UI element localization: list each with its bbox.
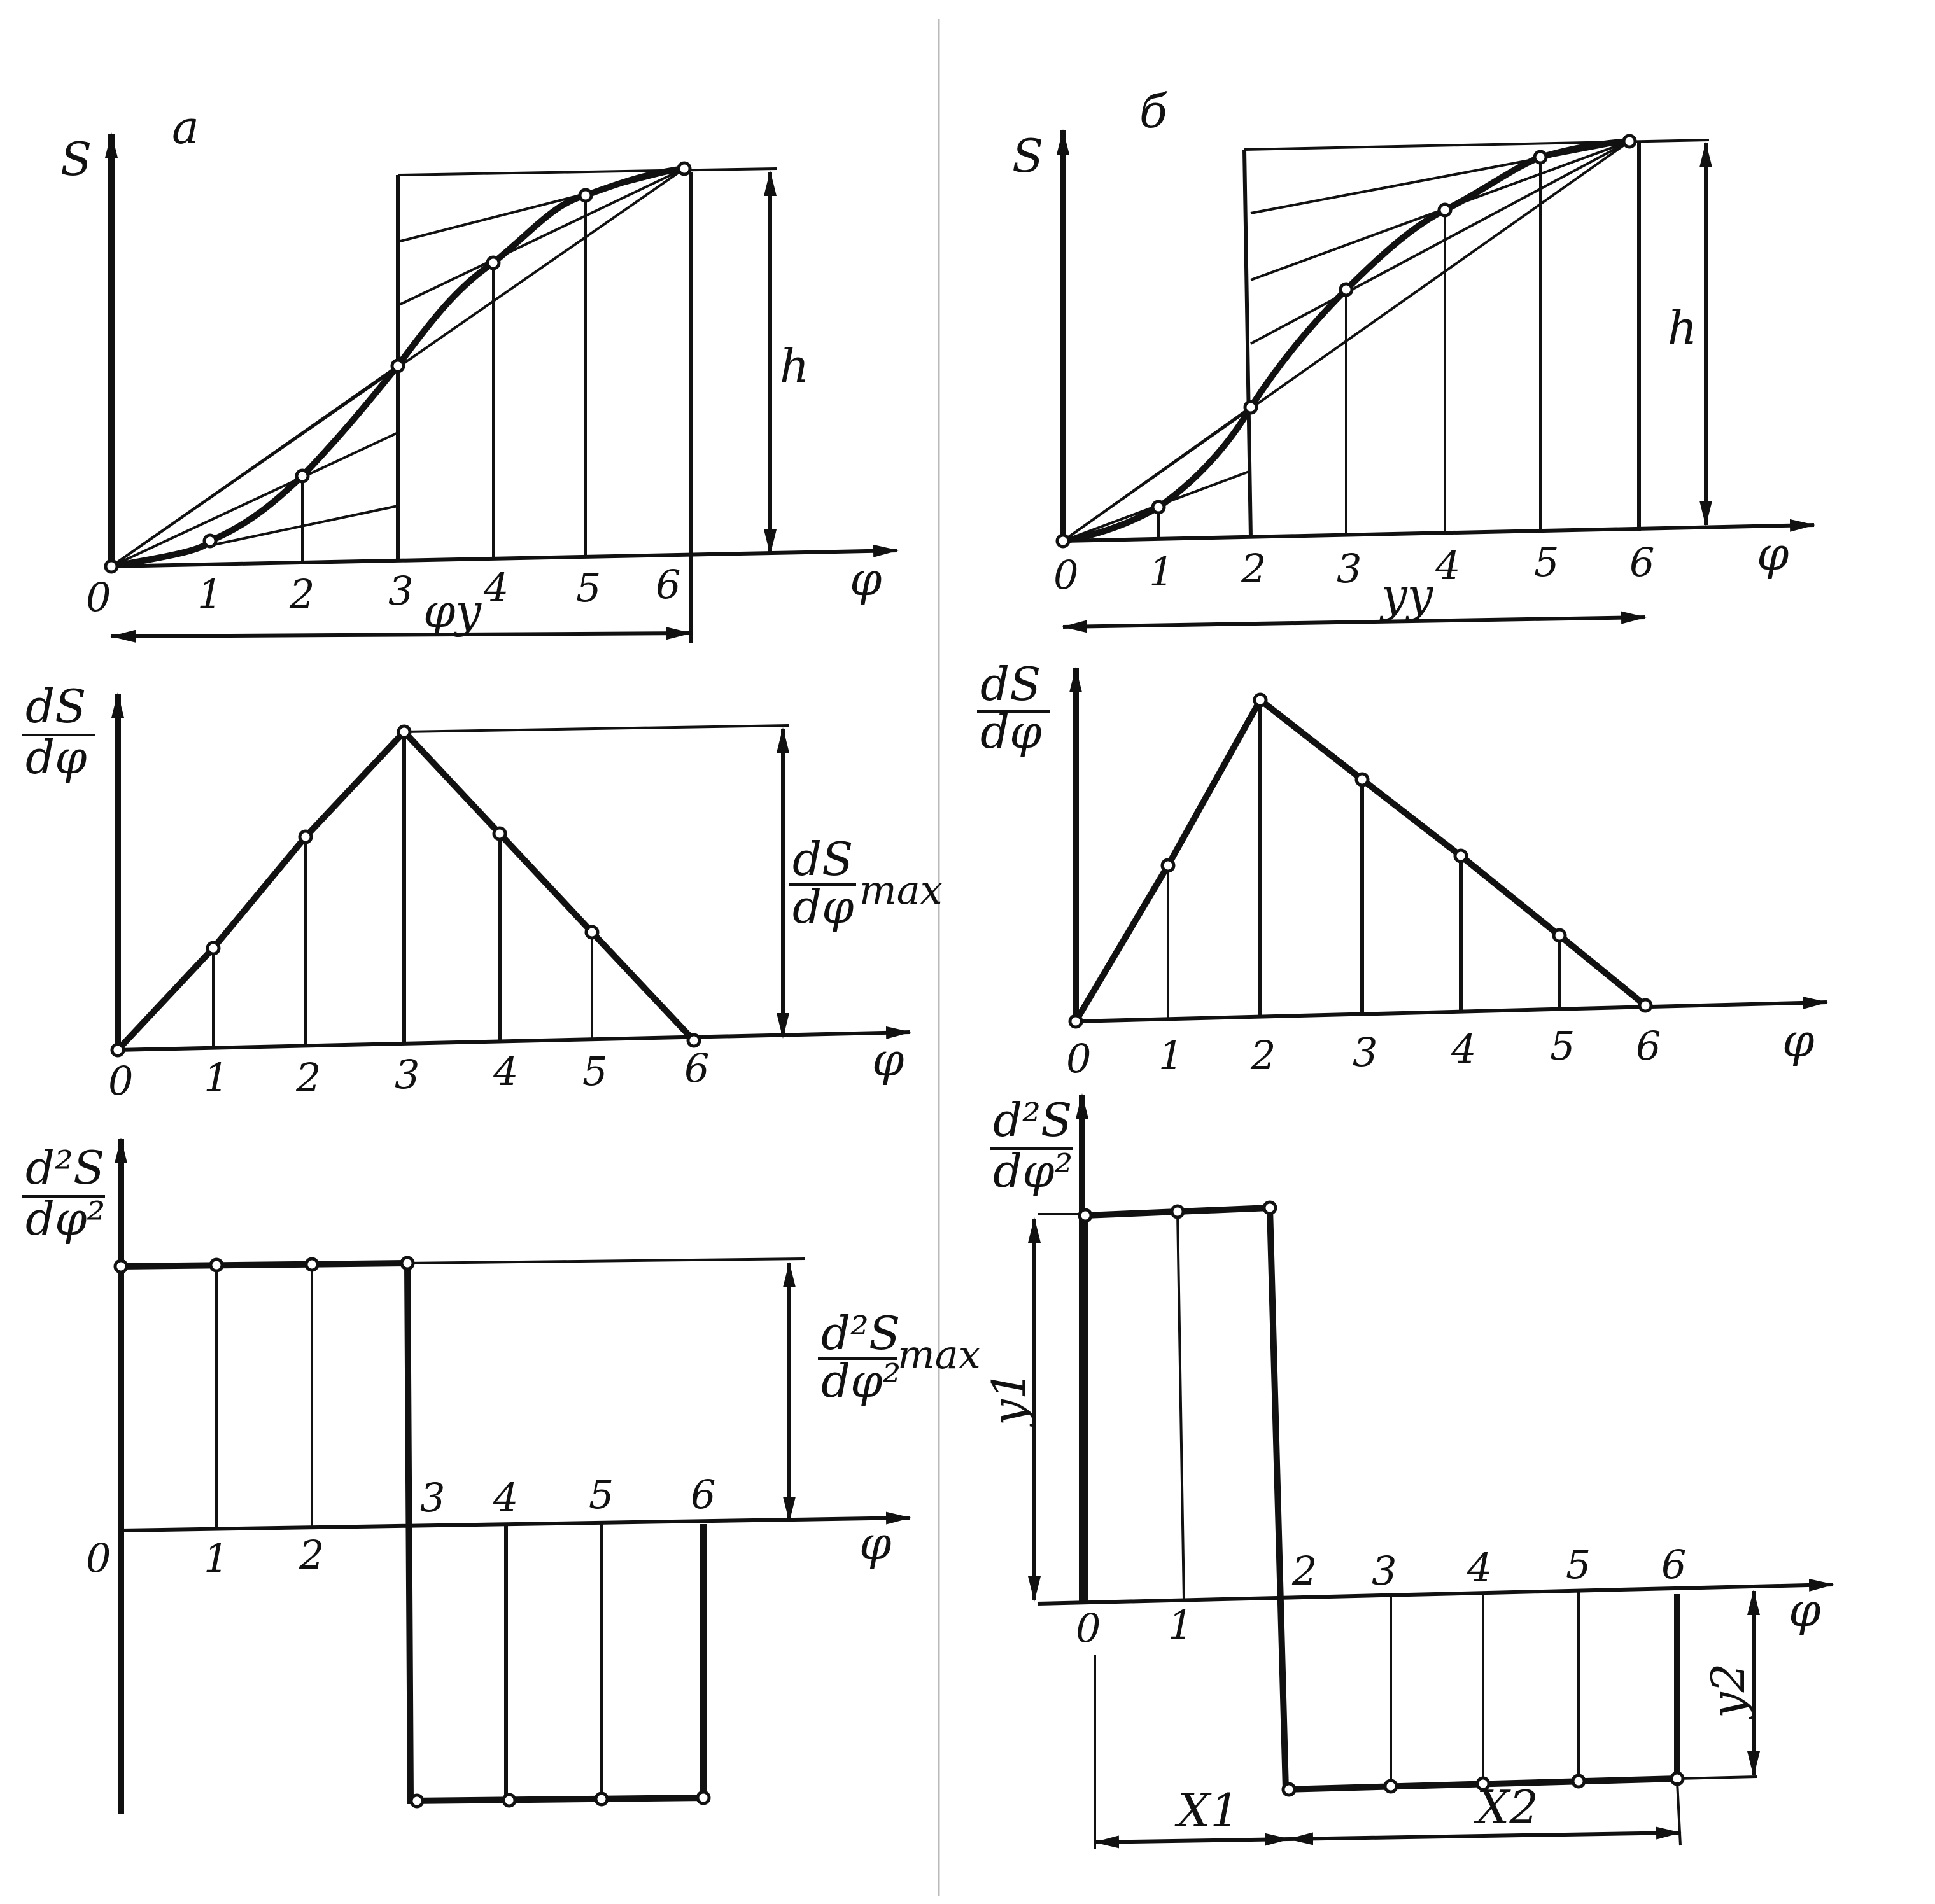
panel-b-x1-dimension [1095,1839,1289,1842]
panel-a-ds-tick-labels [108,1045,709,1104]
svg-text:5: 5 [1534,539,1559,585]
svg-text:0: 0 [86,1535,111,1581]
svg-text:1: 1 [1158,1032,1184,1079]
panel-a-ds-max-top: dS [792,832,854,886]
svg-text:1: 1 [197,571,223,617]
panel-b-x2-label: X2 [1477,1781,1539,1834]
panel-a-origin: 0 [86,574,111,620]
panel-a-ds-max-bottom: dφ [792,880,854,934]
panel-b-velocity-graph [977,657,1827,1082]
panel-b-s-axis-label: S [1012,129,1044,183]
panel-b-ds-phi-label: φ [1782,1014,1815,1067]
panel-b-y1-label: y1 [982,1370,1036,1425]
panel-a-phi-y-label: φу [423,584,482,638]
panel-b-acceleration-graph [982,1093,1833,1849]
panel-a-displacement-graph [60,101,897,643]
panel-b-tick-labels [1053,539,1654,598]
panel-a-acceleration-graph [22,1139,981,1814]
svg-text:6: 6 [1629,539,1655,585]
panel-b-d2s-points [1080,1202,1683,1795]
svg-text:6: 6 [1661,1541,1687,1588]
svg-text:2: 2 [1251,1032,1276,1079]
svg-text:6: 6 [1636,1023,1661,1069]
panel-b-y2-label: y2 [1701,1663,1755,1718]
panel-a-d2s-max-top: d²S [821,1306,901,1360]
panel-a-d2s-upper [121,1263,703,1801]
svg-text:3: 3 [1372,1548,1397,1594]
panel-a-d2s-max-text: max [897,1331,981,1378]
panel-b-d2s-curve [1085,1208,1677,1789]
svg-text:1: 1 [204,1054,229,1101]
svg-text:1: 1 [1149,549,1174,595]
svg-text:4: 4 [1467,1544,1493,1591]
svg-text:3: 3 [395,1051,420,1098]
panel-b-d2s-bottom-extent [1677,1777,1757,1779]
panel-b-phi-label: φ [1757,527,1789,580]
svg-text:6: 6 [691,1471,716,1518]
svg-text:5: 5 [1550,1023,1575,1069]
panel-a-d2s-top: d²S [25,1141,105,1194]
svg-text:5: 5 [1566,1541,1591,1588]
panel-a-ds-top-line [404,725,789,732]
svg-text:5: 5 [589,1471,614,1518]
panel-a-chord [398,169,684,305]
panel-a-h-label: h [780,339,810,393]
svg-text:3: 3 [1337,545,1362,592]
panel-b-phi-y-dimension [1063,617,1645,627]
svg-text:3: 3 [388,568,414,614]
panel-b-phi-y-label: yу [1381,568,1434,622]
svg-text:0: 0 [1066,1035,1092,1082]
svg-text:3: 3 [420,1474,446,1521]
svg-text:0: 0 [1053,552,1079,598]
svg-text:4: 4 [1435,542,1461,589]
panel-b-d2s-phi-axis [1038,1585,1833,1604]
panel-b-ds-phi-axis [1076,1002,1827,1021]
svg-text:2: 2 [296,1054,321,1101]
panel-b-d2s-top: d²S [993,1093,1073,1147]
panel-b-chord [1251,141,1629,344]
svg-text:1: 1 [1168,1602,1193,1648]
svg-text:5: 5 [576,564,602,611]
panel-b-ds-tick-labels [1066,1023,1661,1082]
panel-a-velocity-graph [22,680,943,1104]
panel-a-ds-max-text: max [859,867,943,913]
svg-text:1: 1 [204,1535,229,1581]
svg-text:5: 5 [582,1048,608,1095]
panel-a-top-line [398,169,777,175]
svg-text:4: 4 [493,1048,519,1095]
panel-a-phi-label: φ [850,552,882,606]
panel-b-ds-bottom: dφ [980,705,1042,759]
svg-text:6: 6 [656,561,681,608]
panel-b-d2s-bottom: dφ² [993,1144,1073,1198]
panel-a-d2s-bottom: dφ² [25,1192,106,1245]
svg-text:6: 6 [684,1045,710,1091]
panel-a-d2s-max-bottom: dφ² [821,1354,901,1408]
svg-text:0: 0 [1076,1605,1101,1651]
panel-a-s-axis-label: S [60,132,92,186]
panel-a-d2s-phi-label: φ [859,1516,892,1570]
panel-b-phi-axis [1063,525,1814,541]
svg-text:4: 4 [1451,1026,1477,1072]
panel-b-d2s-grid [1178,1212,1184,1600]
svg-text:3: 3 [1353,1029,1378,1075]
panel-a-ds-bottom: dφ [25,731,87,784]
panel-b-displacement-graph [1012,85,1814,627]
panel-a-phi-y-dimension [111,633,691,636]
svg-text:4: 4 [484,564,509,611]
svg-text:2: 2 [290,571,315,617]
panel-a-label: а [172,101,199,154]
svg-text:2: 2 [1241,545,1267,592]
svg-text:4: 4 [493,1474,519,1521]
panel-b-d2s-phi-label: φ [1789,1583,1821,1637]
panel-b-label: б [1139,85,1167,138]
svg-text:2: 2 [299,1532,325,1578]
svg-text:0: 0 [108,1058,134,1104]
panel-b-x2-ext [1677,1782,1680,1845]
panel-b-grid-line [1244,150,1251,538]
panel-b-chord [1063,407,1251,541]
panel-a-ds-phi-label: φ [872,1033,904,1086]
panel-a-chord [111,433,398,566]
panel-a-ds-top: dS [25,680,87,733]
panel-a-ds-phi-axis [118,1032,910,1050]
panel-b-h-label: h [1668,301,1698,354]
svg-text:2: 2 [1292,1548,1318,1594]
panel-b-x1-label: X1 [1178,1784,1240,1837]
panel-b-ds-top: dS [980,657,1041,711]
